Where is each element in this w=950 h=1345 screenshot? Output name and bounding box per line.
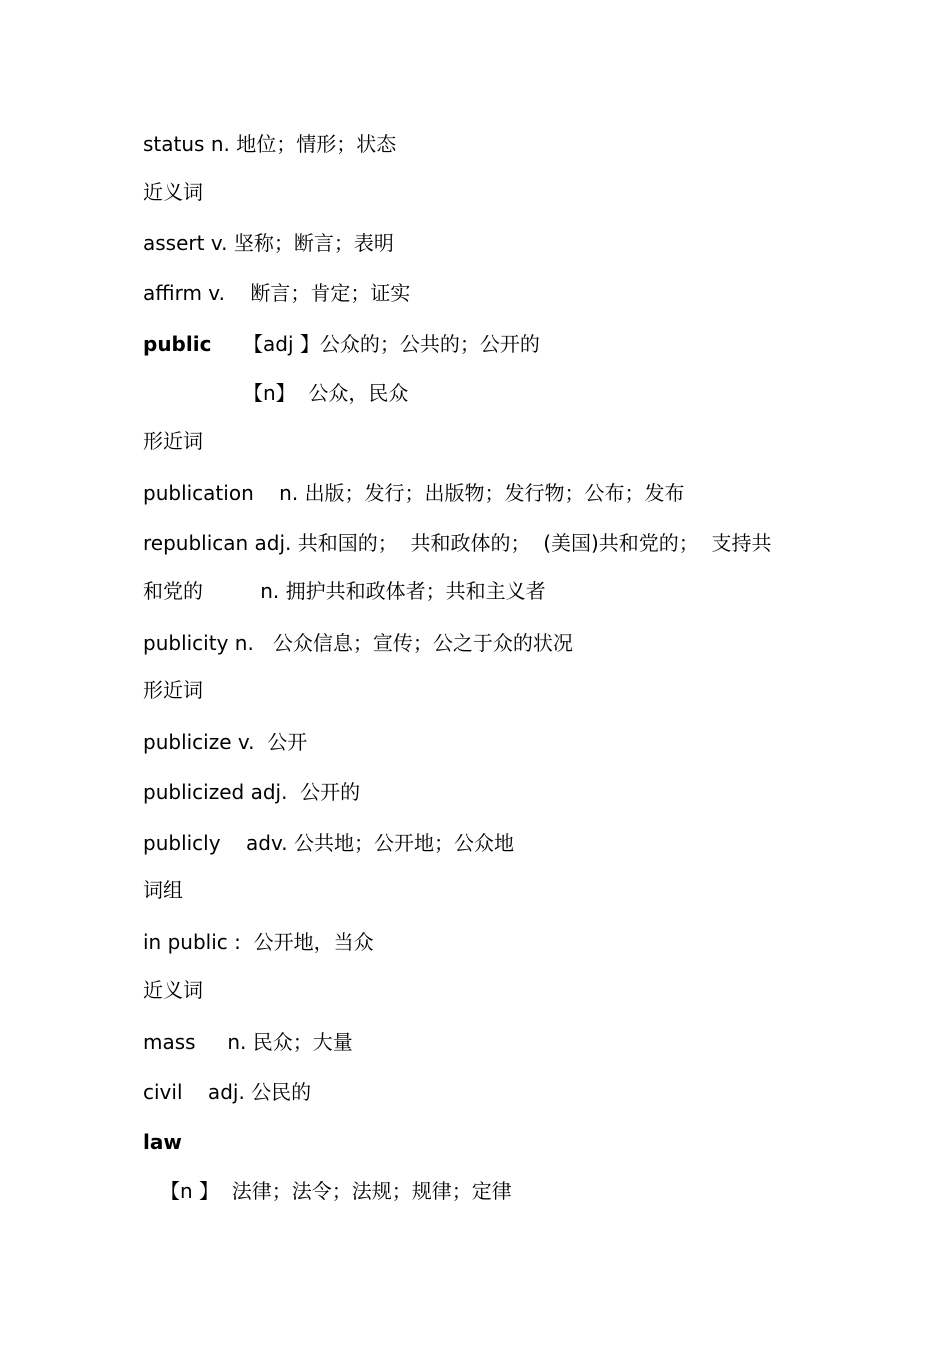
section-synonyms: 近义词 (143, 978, 203, 1002)
section-synonyms: 近义词 (143, 180, 203, 204)
law-noun-definition: 【n 】 法律；法令；法规；规律；定律 (160, 1179, 512, 1203)
entry-affirm: affirm v. 断言；肯定；证实 (143, 281, 411, 305)
entry-republican: republican adj. 共和国的； 共和政体的； (美国)共和党的； 支持共 (143, 531, 772, 555)
section-phrases: 词组 (143, 878, 183, 902)
entry-in-public: in public : 公开地，当众 (143, 930, 374, 954)
entry-assert: assert v. 坚称；断言；表明 (143, 231, 394, 255)
public-noun-definition: 【n】 公众，民众 (243, 381, 409, 405)
entry-publicize: publicize v. 公开 (143, 730, 308, 754)
entry-mass: mass n. 民众；大量 (143, 1030, 353, 1054)
entry-publicized: publicized adj. 公开的 (143, 780, 361, 804)
entry-publicly: publicly adv. 公共地；公开地；公众地 (143, 831, 514, 855)
section-similar-words: 形近词 (143, 678, 203, 702)
entry-republican-continued: 和党的 n. 拥护共和政体者；共和主义者 (143, 579, 546, 603)
entry-civil: civil adj. 公民的 (143, 1080, 312, 1104)
headword-public: public (143, 332, 212, 356)
entry-status: status n. 地位；情形；状态 (143, 132, 397, 156)
section-similar-words: 形近词 (143, 429, 203, 453)
entry-publication: publication n. 出版；发行；出版物；发行物；公布；发布 (143, 481, 685, 505)
headword-law: law (143, 1130, 182, 1154)
entry-publicity: publicity n. 公众信息；宣传；公之于众的状况 (143, 631, 573, 655)
public-adj-definition: 【adj 】公众的；公共的；公开的 (243, 332, 540, 356)
